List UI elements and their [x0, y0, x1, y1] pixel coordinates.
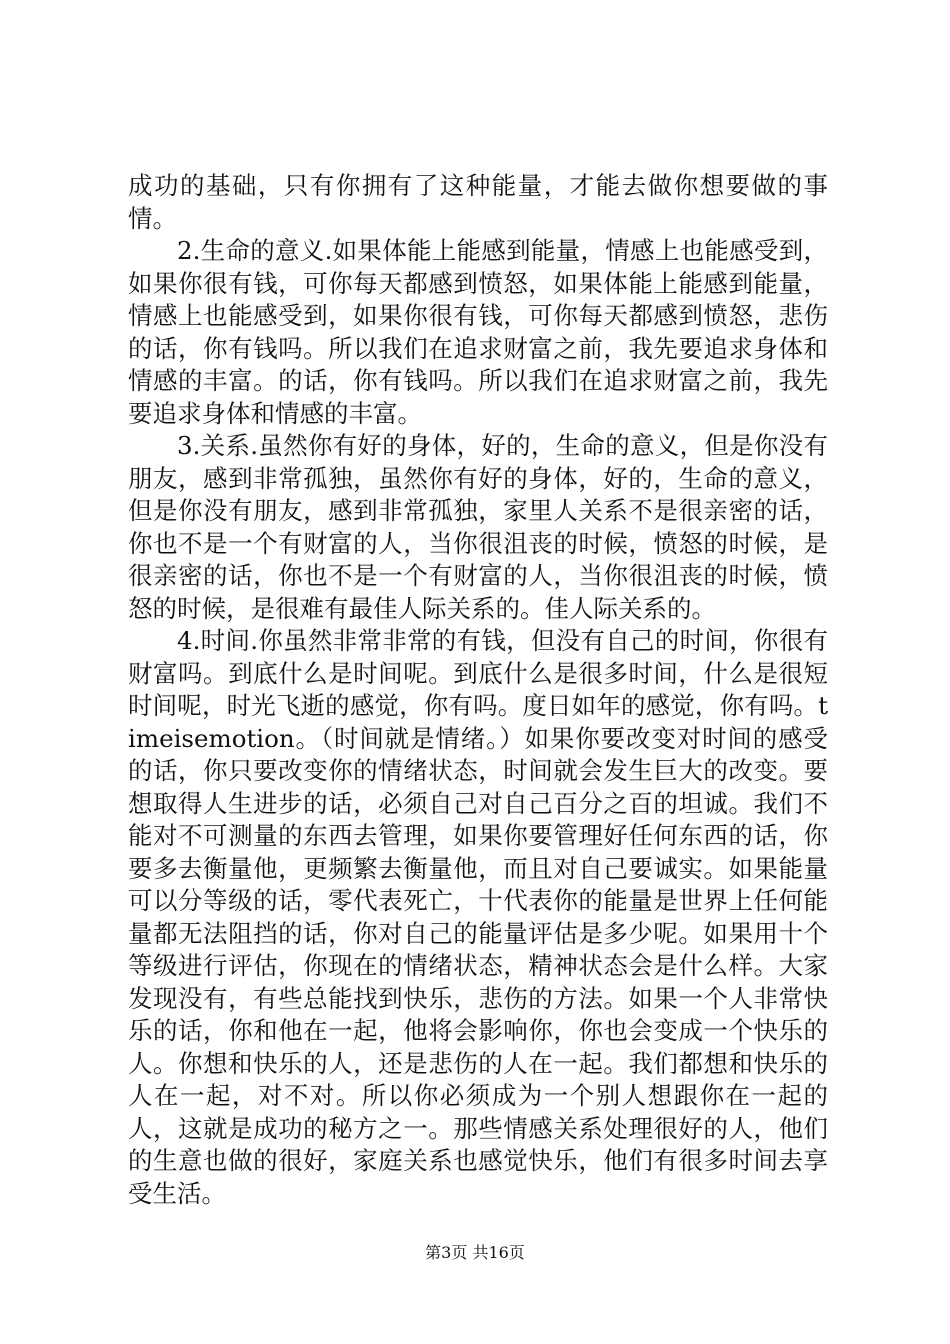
paragraph-continuation: 成功的基础，只有你拥有了这种能量，才能去做你想要做的事情。	[128, 171, 828, 233]
paragraph-time: 4.时间.你虽然非常非常的有钱，但没有自己的时间，你很有财富吗。到底什么是时间呢。到底什么是很多时间，什么是很短时间呢，时光飞逝的感觉，你有吗。度日如年的感觉，你有吗。timeisemotion。（时间就是情绪。）如果你要改变对时间的感受的话，你只要改变你的情绪状态，时间就会发生巨大的改变。要想取得人生进步的话，必须自己对自己百分之百的坦诚。我们不能对不可测量的东西去管理，如果你要管理好任何东西的话，你要多去衡量他，更频繁去衡量他，而且对自己要诚实。如果能量可以分等级的话，零代表死亡，十代表你的能量是世界上任何能量都无法阻挡的话，你对自己的能量评估是多少呢。如果用十个等级进行评估，你现在的情绪状态，精神状态会是什么样。大家发现没有，有些总能找到快乐，悲伤的方法。如果一个人非常快乐的话，你和他在一起，他将会影响你，你也会变成一个快乐的人。你想和快乐的人，还是悲伤的人在一起。我们都想和快乐的人在一起，对不对。所以你必须成为一个别人想跟你在一起的人，这就是成功的秘方之一。那些情感关系处理很好的人，他们的生意也做的很好，家庭关系也感觉快乐，他们有很多时间去享受生活。	[128, 626, 828, 1208]
page-number-footer: 第3页 共16页	[425, 1243, 525, 1262]
document-body	[128, 170, 828, 1210]
paragraph-life-meaning: 2.生命的意义.如果体能上能感到能量，情感上也能感受到，如果你很有钱，可你每天都感到愤怒，如果体能上能感到能量，情感上也能感受到，如果你很有钱，可你每天都感到愤怒，悲伤的话，你有钱吗。所以我们在追求财富之前，我先要追求身体和情感的丰富。的话，你有钱吗。所以我们在追求财富之前，我先要追求身体和情感的丰富。	[128, 236, 828, 428]
paragraph-relationships: 3.关系.虽然你有好的身体，好的，生命的意义，但是你没有朋友，感到非常孤独，虽然你有好的身体，好的，生命的意义，但是你没有朋友，感到非常孤独，家里人关系不是很亲密的话，你也不是一个有财富的人，当你很沮丧的时候，愤怒的时候，是很亲密的话，你也不是一个有财富的人，当你很沮丧的时候，愤怒的时候，是很难有最佳人际关系的。佳人际关系的。	[128, 431, 828, 623]
